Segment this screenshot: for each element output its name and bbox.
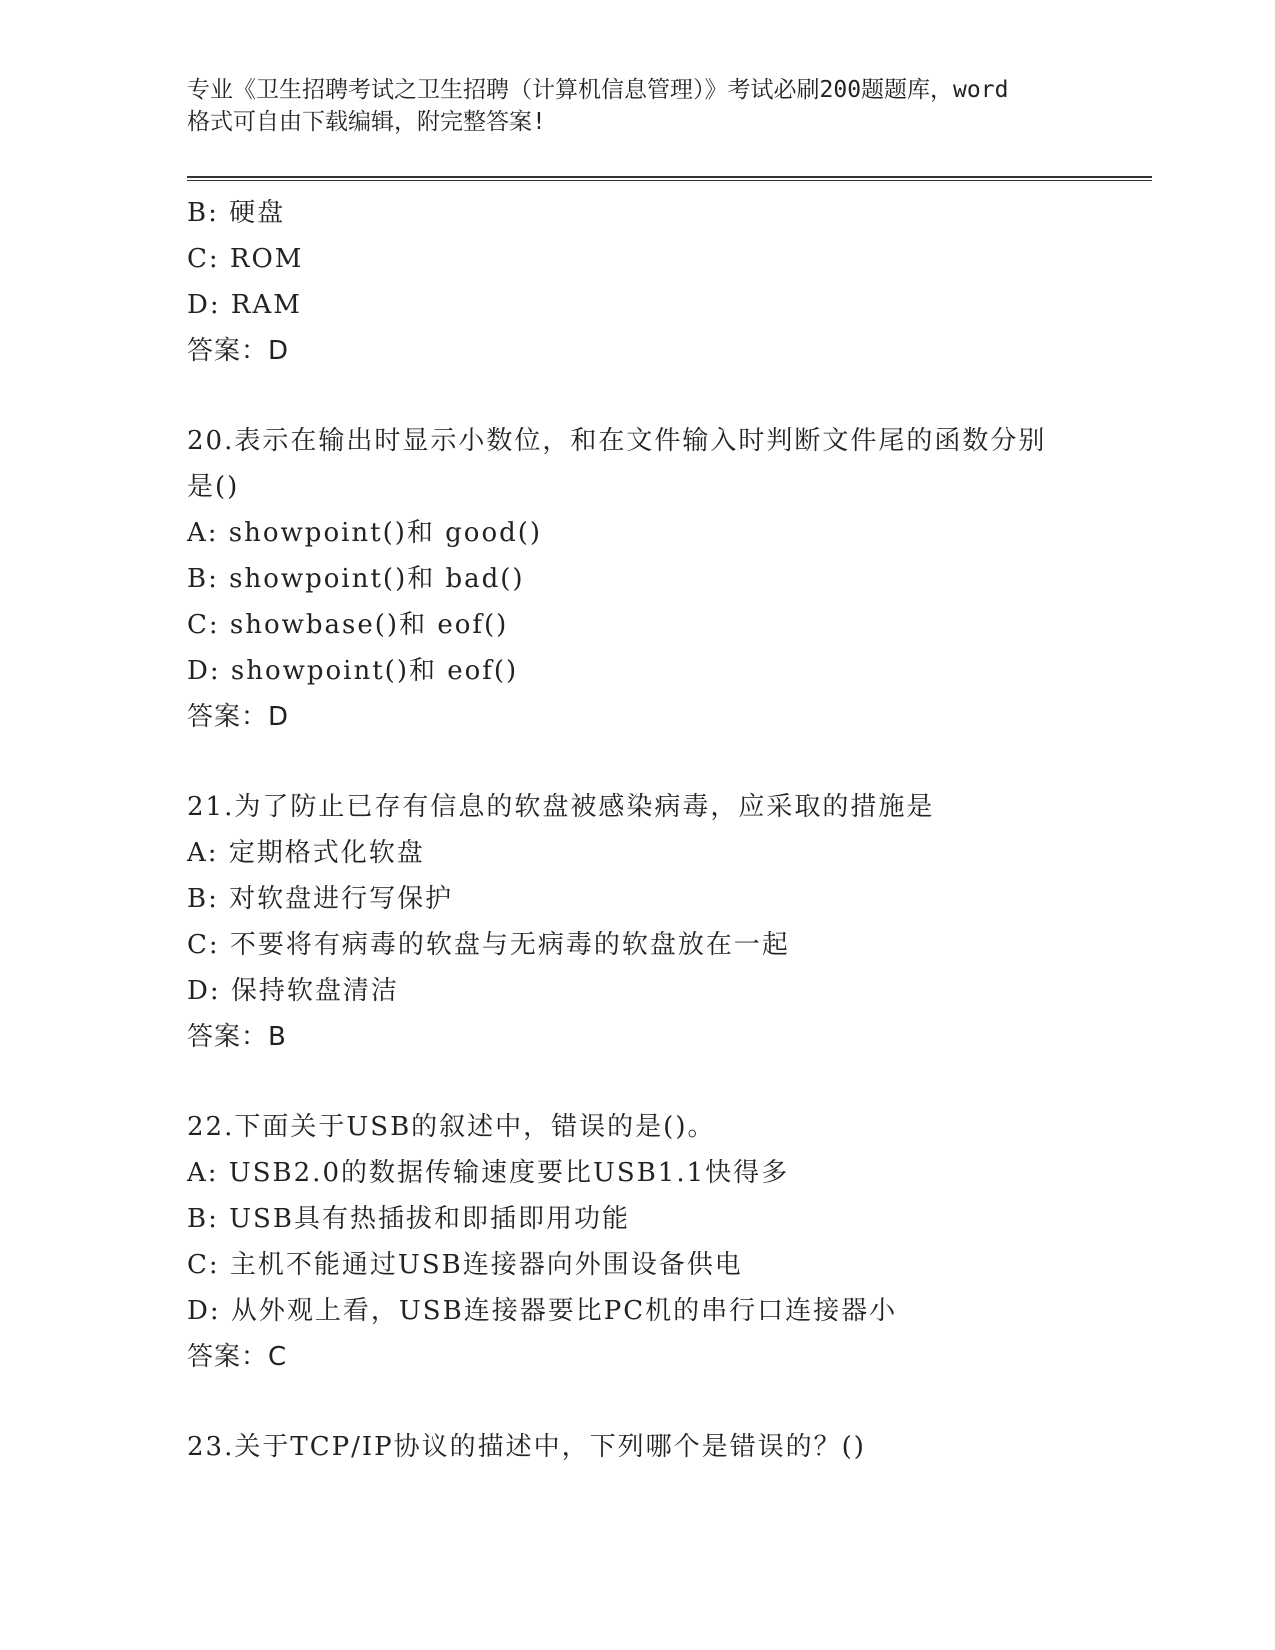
- option-b: B: USB具有热插拔和即插即用功能: [187, 1204, 630, 1234]
- option-a: A: 定期格式化软盘: [187, 838, 425, 868]
- answer-line: 答案：B: [187, 1022, 287, 1052]
- question-title: 22.下面关于USB的叙述中，错误的是()。: [187, 1112, 716, 1142]
- option-b: B: showpoint()和 bad(): [187, 564, 525, 594]
- option-c: C: showbase()和 eof(): [187, 610, 509, 640]
- question-title-continued: 是(): [187, 472, 240, 502]
- answer-line: 答案：D: [187, 702, 290, 732]
- answer-line: 答案：D: [187, 336, 290, 366]
- option-b: B: 硬盘: [187, 198, 286, 228]
- question-block-21: [187, 784, 1087, 1060]
- question-block-23: [187, 1424, 1087, 1470]
- header-line-1: 专业《卫生招聘考试之卫生招聘（计算机信息管理）》考试必刷200题题库，word: [187, 77, 1009, 103]
- option-c: C: ROM: [187, 244, 304, 274]
- question-block-22: [187, 1104, 1087, 1380]
- option-d: D: showpoint()和 eof(): [187, 656, 519, 686]
- question-title: 21.为了防止已存有信息的软盘被感染病毒，应采取的措施是: [187, 792, 935, 822]
- spacer: [187, 1060, 1087, 1104]
- option-d: D: 从外观上看，USB连接器要比PC机的串行口连接器小: [187, 1296, 898, 1326]
- spacer: [187, 1380, 1087, 1424]
- question-title: 23.关于TCP/IP协议的描述中，下列哪个是错误的？(): [187, 1432, 866, 1462]
- option-a: A: USB2.0的数据传输速度要比USB1.1快得多: [187, 1158, 790, 1188]
- header-divider: [187, 176, 1152, 181]
- option-c: C: 不要将有病毒的软盘与无病毒的软盘放在一起: [187, 930, 790, 960]
- question-title: 20.表示在输出时显示小数位，和在文件输入时判断文件尾的函数分别: [187, 426, 1047, 456]
- spacer: [187, 374, 1087, 418]
- option-b: B: 对软盘进行写保护: [187, 884, 454, 914]
- spacer: [187, 740, 1087, 784]
- header-line-2: 格式可自由下载编辑，附完整答案!: [187, 109, 546, 135]
- question-block-partial: [187, 190, 1087, 374]
- option-d: D: RAM: [187, 290, 302, 320]
- question-block-20: [187, 418, 1087, 740]
- question-content: [187, 190, 1087, 1470]
- answer-line: 答案：C: [187, 1342, 288, 1372]
- option-a: A: showpoint()和 good(): [187, 518, 543, 548]
- option-c: C: 主机不能通过USB连接器向外围设备供电: [187, 1250, 743, 1280]
- option-d: D: 保持软盘清洁: [187, 976, 399, 1006]
- document-header: [187, 74, 1087, 138]
